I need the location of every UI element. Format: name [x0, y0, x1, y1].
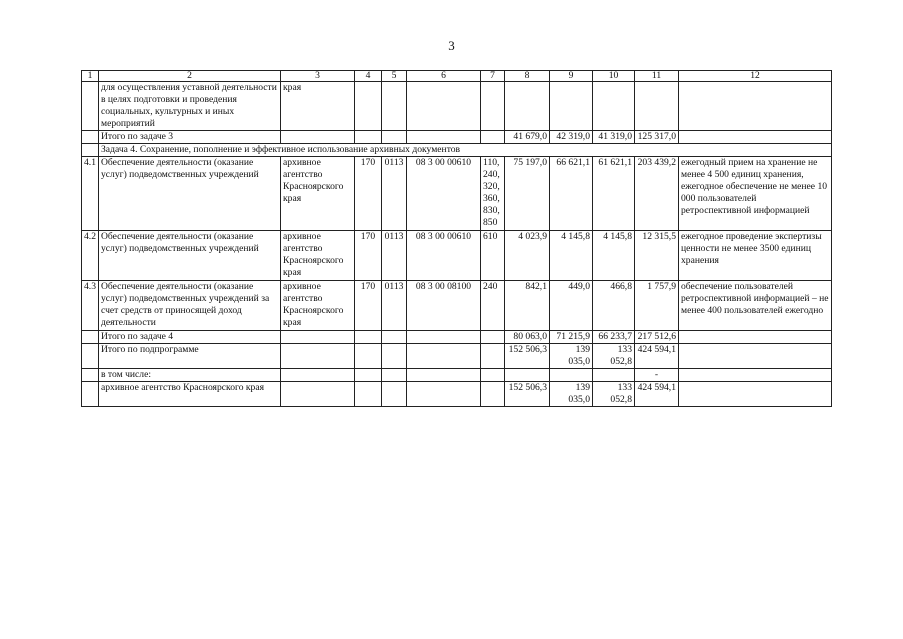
rzpr-code: 0113	[382, 157, 407, 231]
header-cell: 6	[407, 71, 481, 82]
activity-name: Обеспечение деятельности (оказание услуг) подведомственных учреждений	[99, 157, 281, 231]
row-number: 4.2	[82, 231, 99, 281]
header-cell: 11	[635, 71, 679, 82]
grbs-code: 170	[355, 157, 382, 231]
administrator: архивное агентство Красноярского края	[281, 231, 355, 281]
csr-code: 08 3 00 00610	[407, 157, 481, 231]
total-row	[82, 382, 832, 407]
including-label: в том числе:	[99, 369, 281, 382]
task-heading-row	[82, 144, 832, 157]
total-label: архивное агентство Красноярского края	[99, 382, 281, 407]
page-number: 3	[448, 38, 455, 53]
table-row	[82, 82, 832, 131]
header-cell: 10	[593, 71, 635, 82]
activity-name: Обеспечение деятельности (оказание услуг) подведомственных учреждений	[99, 231, 281, 281]
vr-code: 240	[481, 281, 505, 331]
value-cell: 12 315,5	[635, 231, 679, 281]
value-cell: 466,8	[593, 281, 635, 331]
header-cell: 2	[99, 71, 281, 82]
csr-code: 08 3 00 08100	[407, 281, 481, 331]
total-label: Итого по задаче 4	[99, 331, 281, 344]
expected-result: ежегодное проведение экспертизы ценности не менее 3500 единиц хранения	[679, 231, 832, 281]
activity-name: Обеспечение деятельности (оказание услуг) подведомственных учреждений за счет средств от приносящей доход деятельности	[99, 281, 281, 331]
value-cell: 80 063,0	[505, 331, 550, 344]
header-cell: 12	[679, 71, 832, 82]
value-cell: 152 506,3	[505, 344, 550, 369]
value-cell: 424 594,1	[635, 344, 679, 369]
value-cell: 424 594,1	[635, 382, 679, 407]
total-row	[82, 344, 832, 369]
value-cell: 75 197,0	[505, 157, 550, 231]
row-number: 4.1	[82, 157, 99, 231]
header-cell: 7	[481, 71, 505, 82]
value-cell: 71 215,9	[550, 331, 593, 344]
total-label: Итого по задаче 3	[99, 131, 281, 144]
header-cell: 8	[505, 71, 550, 82]
vr-code: 610	[481, 231, 505, 281]
value-cell: 125 317,0	[635, 131, 679, 144]
row-number: 4.3	[82, 281, 99, 331]
table-row	[82, 231, 832, 281]
value-cell: 217 512,6	[635, 331, 679, 344]
table-row	[82, 157, 832, 231]
value-cell: 133 052,8	[593, 382, 635, 407]
value-cell: 203 439,2	[635, 157, 679, 231]
administrator: архивное агентство Красноярского края	[281, 157, 355, 231]
vr-code: 110, 240, 320, 360, 830, 850	[481, 157, 505, 231]
value-cell: 61 621,1	[593, 157, 635, 231]
total-row	[82, 131, 832, 144]
value-cell: -	[635, 369, 679, 382]
total-row	[82, 331, 832, 344]
value-cell: 139 035,0	[550, 382, 593, 407]
value-cell: 41 679,0	[505, 131, 550, 144]
value-cell: 66 233,7	[593, 331, 635, 344]
value-cell: 66 621,1	[550, 157, 593, 231]
expected-result: ежегодный прием на хранение не менее 4 500 единиц хранения, ежегодное обеспечение не менее 10 000 пользователей ретроспективной информацией	[679, 157, 832, 231]
header-cell: 4	[355, 71, 382, 82]
value-cell: 4 145,8	[593, 231, 635, 281]
header-cell: 5	[382, 71, 407, 82]
value-cell: 4 145,8	[550, 231, 593, 281]
value-cell: 41 319,0	[593, 131, 635, 144]
table-row	[82, 369, 832, 382]
value-cell: 139 035,0	[550, 344, 593, 369]
administrator: архивное агентство Красноярского края	[281, 281, 355, 331]
csr-code: 08 3 00 00610	[407, 231, 481, 281]
table-row	[82, 281, 832, 331]
value-cell: 449,0	[550, 281, 593, 331]
value-cell: 842,1	[505, 281, 550, 331]
header-cell: 3	[281, 71, 355, 82]
header-cell: 9	[550, 71, 593, 82]
value-cell: 152 506,3	[505, 382, 550, 407]
grbs-code: 170	[355, 281, 382, 331]
rzpr-code: 0113	[382, 281, 407, 331]
expected-result: обеспечение пользователей ретроспективной информацией – не менее 400 пользователей ежегодно	[679, 281, 832, 331]
header-row	[82, 71, 832, 82]
rzpr-code: 0113	[382, 231, 407, 281]
budget-table	[81, 70, 832, 407]
total-label: Итого по подпрограмме	[99, 344, 281, 369]
value-cell: 133 052,8	[593, 344, 635, 369]
activity-name: для осуществления уставной деятельности в целях подготовки и проведения социальных, культурных и иных мероприятий	[99, 82, 281, 131]
task-heading: Задача 4. Сохранение, пополнение и эффективное использование архивных документов	[99, 144, 832, 157]
value-cell: 4 023,9	[505, 231, 550, 281]
grbs-code: 170	[355, 231, 382, 281]
header-cell: 1	[82, 71, 99, 82]
administrator: края	[281, 82, 355, 131]
value-cell: 1 757,9	[635, 281, 679, 331]
value-cell: 42 319,0	[550, 131, 593, 144]
